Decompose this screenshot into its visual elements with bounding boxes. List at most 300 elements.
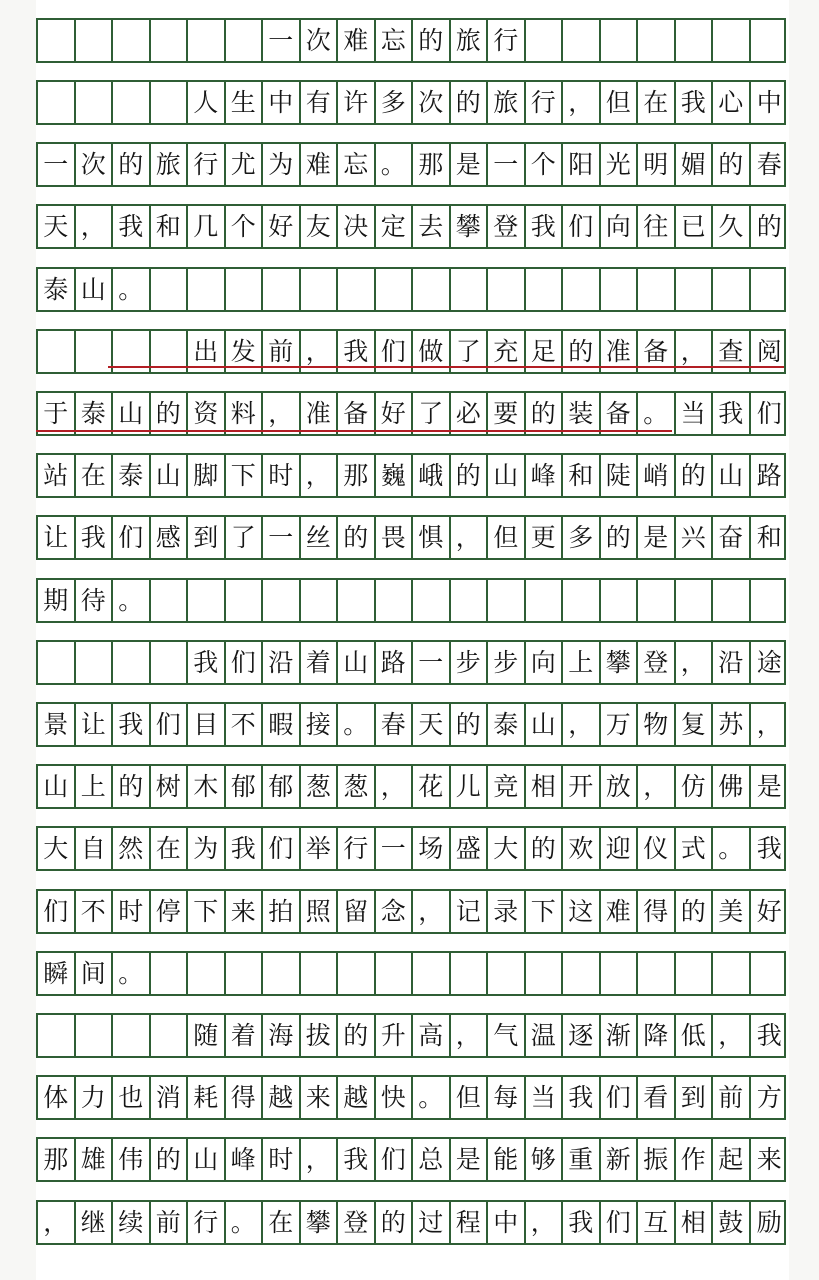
- grid-cell: 这: [563, 891, 601, 932]
- grid-cell: ，: [451, 517, 489, 558]
- grid-cell: 力: [76, 1077, 114, 1118]
- grid-cell: ，: [676, 642, 714, 683]
- grid-cell: 几: [188, 206, 226, 247]
- grid-cell: 去: [413, 206, 451, 247]
- grid-cell: 明: [638, 144, 676, 185]
- grid-cell: 旅: [451, 20, 489, 61]
- grid-cell: 旅: [151, 144, 189, 185]
- grid-cell: [526, 580, 564, 621]
- grid-cell: 一: [38, 144, 76, 185]
- grid-cell: 峭: [638, 455, 676, 496]
- grid-cell: 。: [113, 269, 151, 310]
- grid-cell: [751, 580, 789, 621]
- grid-cell: 资: [188, 393, 226, 434]
- grid-cell: 尤: [226, 144, 264, 185]
- grid-cell: 低: [676, 1015, 714, 1056]
- grid-cell: [638, 580, 676, 621]
- text-row: [36, 142, 786, 187]
- grid-cell: 停: [151, 891, 189, 932]
- grid-cell: 路: [756, 461, 782, 490]
- grid-cell: 新: [601, 1139, 639, 1180]
- grid-cell: [376, 269, 414, 310]
- grid-cell: 定: [376, 206, 414, 247]
- grid-cell: ，: [76, 206, 114, 247]
- grid-cell: [713, 580, 751, 621]
- grid-cell: 也: [113, 1077, 151, 1118]
- grid-cell: 的: [451, 455, 489, 496]
- grid-cell: 上: [76, 766, 114, 807]
- grid-cell: 的: [151, 393, 189, 434]
- grid-cell: 的: [451, 82, 489, 123]
- grid-cell: [601, 20, 639, 61]
- grid-cell: 山: [38, 766, 76, 807]
- grid-cell: 了: [413, 393, 451, 434]
- grid-cell: 丝: [301, 517, 339, 558]
- grid-cell: [413, 580, 451, 621]
- grid-cell: 程: [451, 1202, 489, 1243]
- grid-cell: 上: [563, 642, 601, 683]
- red-underline-2: [36, 430, 672, 432]
- grid-cell: 重: [563, 1139, 601, 1180]
- grid-cell: 充: [488, 331, 526, 372]
- text-row: [36, 204, 786, 249]
- grid-cell: [38, 331, 76, 372]
- grid-cell: 竞: [488, 766, 526, 807]
- grid-cell: 升: [376, 1015, 414, 1056]
- grid-cell: 续: [113, 1202, 151, 1243]
- grid-cell: 迎: [601, 828, 639, 869]
- grid-cell: 随: [188, 1015, 226, 1056]
- text-row: [36, 889, 786, 934]
- grid-cell: 互: [638, 1202, 676, 1243]
- grid-cell: 们: [113, 517, 151, 558]
- grid-cell: 的: [451, 704, 489, 745]
- grid-cell: 越: [263, 1077, 301, 1118]
- grid-cell: [151, 953, 189, 994]
- grid-cell: 拔: [301, 1015, 339, 1056]
- grid-cell: [488, 953, 526, 994]
- grid-cell: [751, 20, 789, 61]
- grid-cell: [376, 953, 414, 994]
- grid-cell: 景: [38, 704, 76, 745]
- grid-cell: 沿: [263, 642, 301, 683]
- grid-cell: 准: [601, 331, 639, 372]
- grid-cell: 必: [451, 393, 489, 434]
- grid-cell: 下: [188, 891, 226, 932]
- grid-cell: 的: [113, 766, 151, 807]
- grid-cell: 温: [526, 1015, 564, 1056]
- grid-cell: ，: [563, 82, 601, 123]
- grid-cell: [451, 269, 489, 310]
- grid-cell: 我: [113, 704, 151, 745]
- grid-cell: 继: [76, 1202, 114, 1243]
- grid-cell: 快: [376, 1077, 414, 1118]
- grid-cell: [113, 1015, 151, 1056]
- grid-cell: 木: [188, 766, 226, 807]
- grid-cell: 得: [226, 1077, 264, 1118]
- grid-cell: ，: [38, 1202, 76, 1243]
- grid-cell: 盛: [451, 828, 489, 869]
- grid-cell: 我: [526, 206, 564, 247]
- grid-cell: [76, 20, 114, 61]
- grid-cell: 一: [263, 517, 301, 558]
- grid-cell: [263, 580, 301, 621]
- grid-cell: [38, 1015, 76, 1056]
- grid-cell: ，: [563, 704, 601, 745]
- grid-cell: 着: [301, 642, 339, 683]
- grid-cell: 但: [451, 1077, 489, 1118]
- grid-cell: ，: [301, 455, 339, 496]
- grid-cell: 时: [113, 891, 151, 932]
- grid-cell: 难: [338, 20, 376, 61]
- grid-cell: 站: [38, 455, 76, 496]
- grid-cell: 的: [151, 1139, 189, 1180]
- grid-cell: 途: [756, 648, 782, 677]
- grid-cell: 阅: [756, 337, 782, 366]
- grid-cell: 下: [226, 455, 264, 496]
- grid-cell: 步: [451, 642, 489, 683]
- grid-cell: 暇: [263, 704, 301, 745]
- grid-cell: 待: [76, 580, 114, 621]
- text-row: [36, 702, 786, 747]
- grid-cell: [451, 953, 489, 994]
- grid-cell: 的: [376, 1202, 414, 1243]
- grid-cell: [338, 269, 376, 310]
- grid-cell: 放: [601, 766, 639, 807]
- grid-cell: 好: [376, 393, 414, 434]
- grid-cell: 。: [113, 580, 151, 621]
- grid-cell: 葱: [301, 766, 339, 807]
- grid-cell: [601, 580, 639, 621]
- grid-cell: 振: [638, 1139, 676, 1180]
- grid-cell: 励: [756, 1208, 782, 1237]
- grid-cell: [113, 20, 151, 61]
- grid-cell: 的: [413, 20, 451, 61]
- grid-cell: 我: [226, 828, 264, 869]
- grid-cell: [563, 953, 601, 994]
- grid-cell: 消: [151, 1077, 189, 1118]
- text-row: [36, 640, 786, 685]
- grid-cell: 的: [113, 144, 151, 185]
- grid-cell: 峰: [526, 455, 564, 496]
- grid-cell: [226, 20, 264, 61]
- grid-cell: [376, 580, 414, 621]
- grid-cell: [413, 953, 451, 994]
- grid-cell: 雄: [76, 1139, 114, 1180]
- grid-cell: 多: [563, 517, 601, 558]
- grid-cell: [113, 82, 151, 123]
- grid-cell: 目: [188, 704, 226, 745]
- grid-cell: ，: [301, 1139, 339, 1180]
- text-row: [36, 1137, 786, 1182]
- grid-cell: [301, 953, 339, 994]
- grid-cell: 儿: [451, 766, 489, 807]
- grid-cell: [338, 580, 376, 621]
- grid-cell: 友: [301, 206, 339, 247]
- grid-cell: 的: [338, 1015, 376, 1056]
- grid-cell: 但: [601, 82, 639, 123]
- grid-cell: [188, 580, 226, 621]
- grid-cell: 降: [638, 1015, 676, 1056]
- grid-cell: 每: [488, 1077, 526, 1118]
- grid-cell: 了: [451, 331, 489, 372]
- grid-cell: 光: [601, 144, 639, 185]
- grid-cell: [526, 20, 564, 61]
- grid-cell: ，: [413, 891, 451, 932]
- grid-cell: 泰: [488, 704, 526, 745]
- grid-cell: 的: [563, 331, 601, 372]
- grid-cell: 我: [756, 834, 782, 863]
- grid-cell: 让: [38, 517, 76, 558]
- grid-cell: 山: [526, 704, 564, 745]
- grid-cell: [676, 269, 714, 310]
- grid-cell: 天: [413, 704, 451, 745]
- grid-cell: [638, 953, 676, 994]
- grid-cell: 料: [226, 393, 264, 434]
- grid-cell: 巍: [376, 455, 414, 496]
- grid-cell: 时: [263, 455, 301, 496]
- grid-cell: 前: [151, 1202, 189, 1243]
- grid-cell: [263, 953, 301, 994]
- grid-cell: 大: [38, 828, 76, 869]
- grid-cell: 接: [301, 704, 339, 745]
- grid-cell: 们: [601, 1077, 639, 1118]
- grid-cell: 中: [756, 88, 782, 117]
- grid-cell: 。: [376, 144, 414, 185]
- grid-cell: 得: [638, 891, 676, 932]
- grid-cell: 足: [526, 331, 564, 372]
- grid-cell: 的: [338, 517, 376, 558]
- grid-cell: [38, 642, 76, 683]
- grid-cell: 时: [263, 1139, 301, 1180]
- grid-cell: 过: [413, 1202, 451, 1243]
- grid-cell: 念: [376, 891, 414, 932]
- grid-cell: [38, 20, 76, 61]
- grid-cell: 多: [376, 82, 414, 123]
- grid-cell: 式: [676, 828, 714, 869]
- text-row: [36, 578, 786, 623]
- grid-cell: [563, 20, 601, 61]
- grid-cell: 久: [713, 206, 751, 247]
- grid-cell: 媚: [676, 144, 714, 185]
- grid-cell: 泰: [76, 393, 114, 434]
- grid-cell: 我: [338, 331, 376, 372]
- grid-cell: 为: [263, 144, 301, 185]
- grid-cell: 的: [526, 393, 564, 434]
- grid-cell: 留: [338, 891, 376, 932]
- grid-cell: 中: [488, 1202, 526, 1243]
- grid-cell: 葱: [338, 766, 376, 807]
- grid-cell: 沿: [713, 642, 751, 683]
- grid-cell: 峰: [226, 1139, 264, 1180]
- grid-cell: 的: [676, 891, 714, 932]
- grid-cell: 奋: [713, 517, 751, 558]
- grid-cell: [113, 642, 151, 683]
- grid-cell: 前: [263, 331, 301, 372]
- grid-cell: ，: [263, 393, 301, 434]
- grid-cell: 旅: [488, 82, 526, 123]
- grid-cell: 让: [76, 704, 114, 745]
- grid-cell: 渐: [601, 1015, 639, 1056]
- grid-cell: 是: [756, 772, 782, 801]
- grid-cell: [338, 953, 376, 994]
- grid-cell: 下: [526, 891, 564, 932]
- grid-cell: 山: [151, 455, 189, 496]
- grid-cell: 有: [301, 82, 339, 123]
- grid-cell: 出: [188, 331, 226, 372]
- grid-cell: [601, 953, 639, 994]
- grid-cell: 苏: [713, 704, 751, 745]
- grid-cell: 们: [601, 1202, 639, 1243]
- grid-cell: 春: [756, 150, 782, 179]
- grid-cell: 行: [488, 20, 526, 61]
- grid-cell: 那: [413, 144, 451, 185]
- grid-cell: 行: [188, 1202, 226, 1243]
- grid-cell: 个: [226, 206, 264, 247]
- grid-cell: 为: [188, 828, 226, 869]
- grid-cell: [601, 269, 639, 310]
- grid-cell: 和: [756, 523, 782, 552]
- grid-cell: [713, 20, 751, 61]
- grid-cell: [301, 580, 339, 621]
- grid-cell: 峨: [413, 455, 451, 496]
- grid-cell: 到: [188, 517, 226, 558]
- grid-cell: 的: [756, 212, 782, 241]
- grid-cell: ，: [756, 710, 782, 739]
- grid-cell: 大: [488, 828, 526, 869]
- grid-cell: 发: [226, 331, 264, 372]
- grid-cell: 是: [638, 517, 676, 558]
- text-row: [36, 764, 786, 809]
- grid-cell: 在: [638, 82, 676, 123]
- grid-cell: 间: [76, 953, 114, 994]
- text-row: [36, 453, 786, 498]
- grid-cell: 不: [226, 704, 264, 745]
- grid-cell: 向: [526, 642, 564, 683]
- grid-cell: 备: [638, 331, 676, 372]
- grid-cell: 中: [263, 82, 301, 123]
- grid-cell: 然: [113, 828, 151, 869]
- grid-cell: 山: [488, 455, 526, 496]
- grid-cell: [188, 953, 226, 994]
- grid-cell: [563, 269, 601, 310]
- grid-cell: 难: [601, 891, 639, 932]
- grid-cell: 期: [38, 580, 76, 621]
- grid-cell: 难: [301, 144, 339, 185]
- grid-cell: 行: [338, 828, 376, 869]
- grid-cell: 一: [376, 828, 414, 869]
- grid-cell: 们: [151, 704, 189, 745]
- grid-cell: 能: [488, 1139, 526, 1180]
- grid-cell: 更: [526, 517, 564, 558]
- grid-cell: 我: [676, 82, 714, 123]
- grid-cell: [151, 1015, 189, 1056]
- grid-cell: 场: [413, 828, 451, 869]
- grid-cell: ，: [713, 1015, 751, 1056]
- grid-cell: [263, 269, 301, 310]
- grid-cell: 登: [638, 642, 676, 683]
- grid-cell: 到: [676, 1077, 714, 1118]
- grid-cell: ，: [376, 766, 414, 807]
- grid-cell: 们: [563, 206, 601, 247]
- grid-cell: 许: [338, 82, 376, 123]
- grid-cell: 陡: [601, 455, 639, 496]
- grid-cell: [676, 580, 714, 621]
- grid-cell: 在: [263, 1202, 301, 1243]
- grid-cell: 山: [713, 455, 751, 496]
- grid-cell: 树: [151, 766, 189, 807]
- grid-cell: 伟: [113, 1139, 151, 1180]
- grid-cell: 在: [151, 828, 189, 869]
- grid-cell: [676, 953, 714, 994]
- grid-cell: [226, 269, 264, 310]
- grid-cell: 做: [413, 331, 451, 372]
- grid-cell: [413, 269, 451, 310]
- grid-cell: 录: [488, 891, 526, 932]
- right-margin: [789, 0, 819, 1280]
- grid-cell: [151, 642, 189, 683]
- grid-cell: 那: [38, 1139, 76, 1180]
- grid-cell: 的: [601, 517, 639, 558]
- grid-cell: 心: [713, 82, 751, 123]
- grid-cell: 和: [563, 455, 601, 496]
- text-row: [36, 1013, 786, 1058]
- grid-cell: 我: [113, 206, 151, 247]
- grid-cell: [226, 580, 264, 621]
- grid-cell: 山: [113, 393, 151, 434]
- grid-cell: 耗: [188, 1077, 226, 1118]
- grid-cell: [638, 20, 676, 61]
- grid-cell: 已: [676, 206, 714, 247]
- grid-cell: 照: [301, 891, 339, 932]
- grid-cell: 开: [563, 766, 601, 807]
- grid-cell: 瞬: [38, 953, 76, 994]
- grid-cell: ，: [451, 1015, 489, 1056]
- grid-cell: 忘: [376, 20, 414, 61]
- grid-cell: [676, 20, 714, 61]
- grid-cell: [76, 82, 114, 123]
- grid-cell: 欢: [563, 828, 601, 869]
- grid-cell: 备: [601, 393, 639, 434]
- grid-cell: 总: [413, 1139, 451, 1180]
- grid-cell: 够: [526, 1139, 564, 1180]
- grid-cell: [751, 953, 789, 994]
- grid-cell: 生: [226, 82, 264, 123]
- grid-cell: 物: [638, 704, 676, 745]
- grid-cell: 脚: [188, 455, 226, 496]
- grid-cell: 。: [713, 828, 751, 869]
- grid-cell: 记: [451, 891, 489, 932]
- grid-cell: 我: [563, 1077, 601, 1118]
- grid-cell: 准: [301, 393, 339, 434]
- grid-cell: 看: [638, 1077, 676, 1118]
- grid-cell: 郁: [226, 766, 264, 807]
- grid-cell: ，: [526, 1202, 564, 1243]
- grid-cell: 泰: [38, 269, 76, 310]
- grid-cell: 忘: [338, 144, 376, 185]
- text-row: [36, 1200, 786, 1245]
- grid-cell: 。: [226, 1202, 264, 1243]
- grid-cell: 山: [76, 269, 114, 310]
- grid-cell: 们: [226, 642, 264, 683]
- grid-cell: 当: [676, 393, 714, 434]
- grid-cell: 了: [226, 517, 264, 558]
- grid-cell: [488, 269, 526, 310]
- grid-cell: 的: [713, 144, 751, 185]
- grid-cell: 越: [338, 1077, 376, 1118]
- grid-cell: [188, 20, 226, 61]
- grid-cell: [488, 580, 526, 621]
